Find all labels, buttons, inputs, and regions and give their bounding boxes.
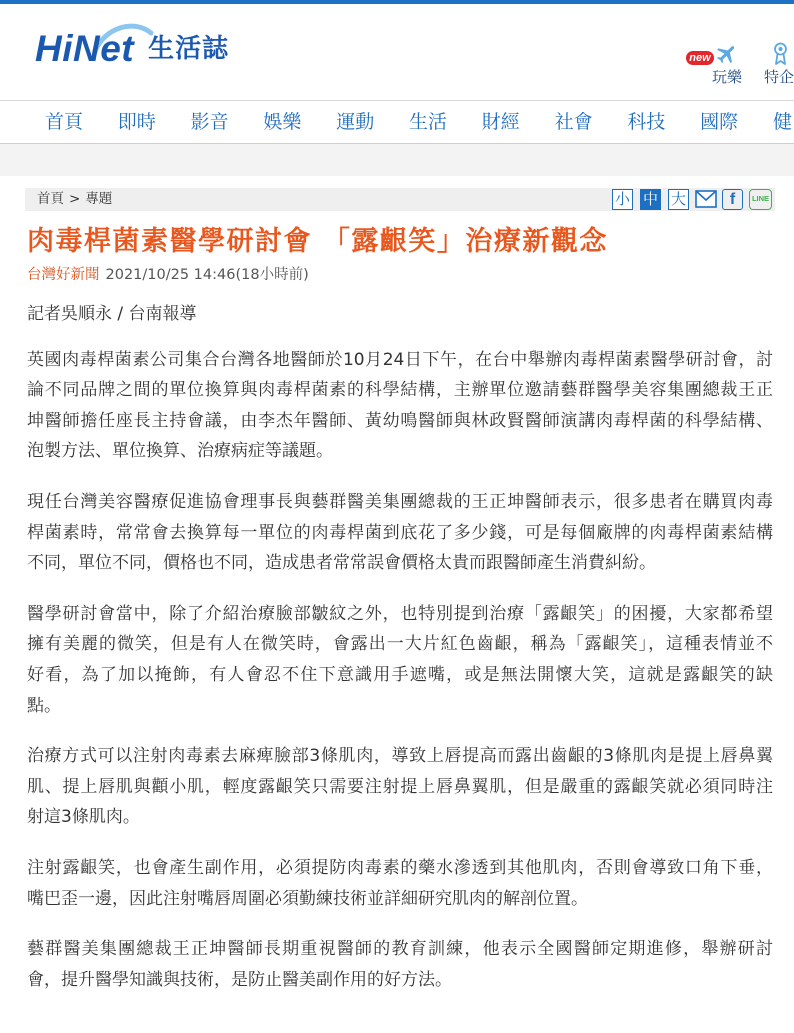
hinet-logo[interactable] bbox=[35, 27, 229, 71]
quick-link-special-label: 特企 bbox=[764, 68, 794, 86]
nav-item-society[interactable]: 社會 bbox=[554, 111, 593, 133]
paragraph-line: 會，提升醫學知識與技術，是防止醫美副作用的好方法。 bbox=[27, 969, 452, 990]
article-paragraph bbox=[27, 934, 773, 995]
paragraph-line: 桿菌素時，常常會去換算每一單位的肉毒桿菌到底花了多少錢，可是每個廠牌的肉毒桿菌素結構 bbox=[27, 522, 773, 543]
article-title: 肉毒桿菌素醫學研討會 「露齦笑」治療新觀念 bbox=[27, 226, 608, 257]
article-paragraph bbox=[27, 487, 773, 579]
paragraph-line: 現任台灣美容醫療促進協會理事長與藝群醫美集團總裁的王正坤醫師表示，很多患者在購買肉毒 bbox=[27, 492, 773, 513]
article-body bbox=[27, 345, 773, 1016]
font-size-large-button[interactable]: 大 bbox=[668, 189, 689, 210]
main-nav bbox=[0, 101, 794, 143]
paragraph-line: 肌、提上唇肌與顴小肌，輕度露齦笑只需要注射提上唇鼻翼肌，但是嚴重的露齦笑就必須同時注 bbox=[27, 776, 773, 797]
quick-link-play-label: 玩樂 bbox=[712, 68, 743, 86]
paragraph-line: 注射露齦笑，也會產生副作用，必須提防肉毒素的藥水滲透到其他肌肉，否則會導致口角下垂， bbox=[27, 858, 773, 878]
top-accent-bar bbox=[0, 0, 794, 4]
nav-item-realtime[interactable]: 即時 bbox=[117, 111, 156, 133]
nav-item-video[interactable]: 影音 bbox=[190, 111, 229, 133]
paragraph-line: 射這3條肌肉。 bbox=[27, 807, 140, 828]
breadcrumb-home[interactable]: 首頁 bbox=[37, 191, 64, 207]
nav-item-international[interactable]: 國際 bbox=[700, 111, 739, 133]
logo-brand: HiNet bbox=[35, 28, 135, 69]
mail-icon bbox=[695, 190, 717, 208]
new-badge: new bbox=[686, 51, 714, 65]
paragraph-line: 點。 bbox=[27, 695, 61, 716]
nav-item-technology[interactable]: 科技 bbox=[627, 111, 666, 133]
breadcrumb bbox=[25, 188, 775, 211]
logo-section: 生活誌 bbox=[148, 34, 230, 64]
paragraph-line: 擁有美麗的微笑，但是有人在微笑時，會露出一大片紅色齒齦，稱為「露齦笑」，這種表情並不 bbox=[27, 634, 773, 655]
paragraph-line: 藝群醫美集團總裁王正坤醫師長期重視醫師的教育訓練，他表示全國醫師定期進修，舉辦研討 bbox=[27, 939, 773, 960]
font-size-small-button[interactable]: 小 bbox=[612, 189, 633, 210]
share-email-button[interactable] bbox=[695, 190, 717, 209]
breadcrumb-separator: > bbox=[69, 191, 81, 207]
article-paragraph bbox=[27, 599, 773, 721]
nav-item-life[interactable]: 生活 bbox=[408, 111, 447, 133]
article-paragraph bbox=[27, 741, 773, 833]
paragraph-line: 坤醫師擔任座長主持會議，由李杰年醫師、黃幼鳴醫師與林政賢醫師演講肉毒桿菌的科學結構、 bbox=[27, 410, 773, 431]
share-line-button[interactable] bbox=[749, 189, 772, 210]
airplane-icon bbox=[715, 42, 739, 66]
paragraph-line: 泡製方法、單位換算、治療病症等議題。 bbox=[27, 441, 333, 462]
font-size-medium-button[interactable]: 中 bbox=[640, 189, 661, 210]
breadcrumb-current[interactable]: 專題 bbox=[85, 191, 113, 207]
article-published-time: 2021/10/25 14:46(18小時前) bbox=[105, 267, 309, 283]
article-paragraph bbox=[27, 853, 773, 914]
paragraph-line: 論不同品牌之間的單位換算與肉毒桿菌素的科學結構，主辦單位邀請藝群醫學美容集團總裁王正 bbox=[27, 380, 773, 401]
facebook-icon: f bbox=[729, 191, 736, 208]
article-byline: 記者吳順永 / 台南報導 bbox=[27, 304, 197, 324]
paragraph-line: 嘴巴歪一邊，因此注射嘴唇周圍必須勤練技術並詳細研究肌肉的解剖位置。 bbox=[27, 888, 588, 909]
article-source[interactable]: 台灣好新聞 bbox=[27, 267, 100, 283]
nav-spacer-band bbox=[0, 144, 794, 176]
paragraph-line: 不同，單位不同，價格也不同，造成患者常常誤會價格太貴而跟醫師產生消費糾紛。 bbox=[27, 553, 656, 574]
paragraph-line: 英國肉毒桿菌素公司集合台灣各地醫師於10月24日下午，在台中舉辦肉毒桿菌素醫學研討會，討 bbox=[27, 349, 773, 370]
quick-link-special[interactable] bbox=[762, 40, 794, 90]
award-icon bbox=[772, 42, 789, 66]
nav-item-sports[interactable]: 運動 bbox=[336, 111, 375, 133]
article-meta bbox=[27, 265, 309, 285]
quick-link-play[interactable] bbox=[684, 40, 744, 90]
paragraph-line: 醫學研討會當中，除了介紹治療臉部皺紋之外，也特別提到治療「露齦笑」的困擾，大家都希望 bbox=[27, 603, 773, 624]
article-paragraph bbox=[27, 345, 773, 467]
nav-item-health[interactable]: 健 bbox=[772, 111, 792, 133]
nav-item-finance[interactable]: 財經 bbox=[481, 111, 520, 133]
paragraph-line: 治療方式可以注射肉毒素去麻痺臉部3條肌肉，導致上唇提高而露出齒齦的3條肌肉是提上唇鼻翼 bbox=[27, 746, 773, 767]
nav-item-entertainment[interactable]: 娛樂 bbox=[263, 111, 302, 133]
paragraph-line: 好看，為了加以掩飾，有人會忍不住下意識用手遮嘴，或是無法開懷大笑，這就是露齦笑的缺 bbox=[27, 665, 773, 686]
line-icon: LINE bbox=[751, 194, 770, 203]
nav-item-home[interactable]: 首頁 bbox=[45, 111, 84, 133]
share-facebook-button[interactable] bbox=[722, 189, 743, 210]
